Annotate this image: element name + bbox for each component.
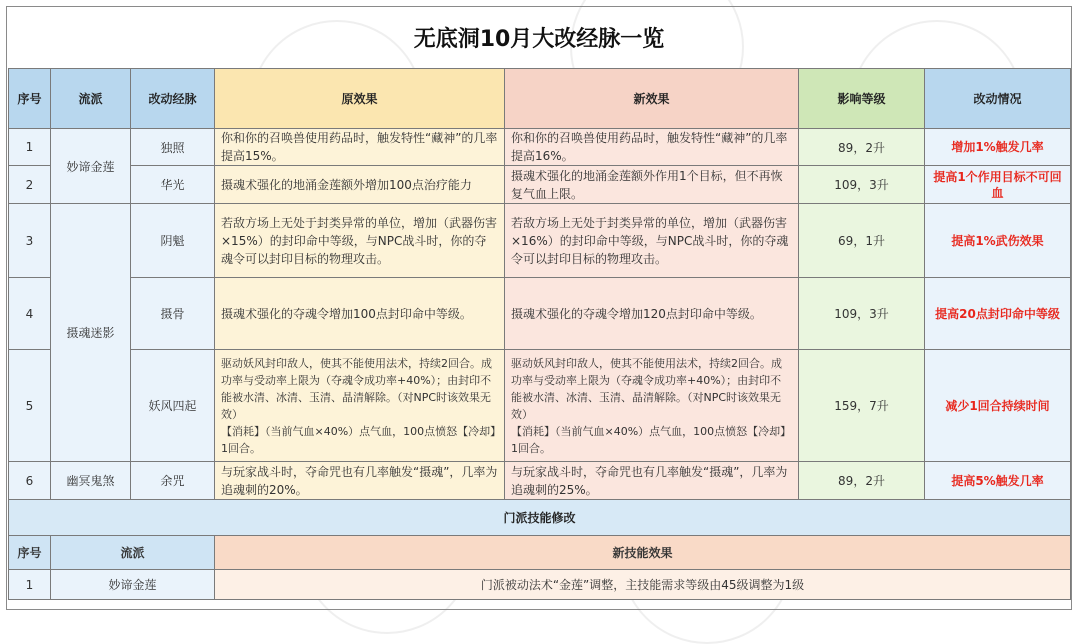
row-meridian: 妖风四起 [131, 350, 215, 462]
page-title: 无底洞10月大改经脉一览 [413, 26, 665, 52]
header-level: 影响等级 [799, 69, 925, 129]
row-meridian: 华光 [131, 166, 215, 204]
row-faction: 幽冥鬼煞 [51, 462, 131, 500]
skill-row-faction: 妙谛金莲 [51, 570, 215, 600]
row-old-effect: 驱动妖风封印敌人，使其不能使用法术，持续2回合。成功率与受动率上限为（夺魂令成功率+40%）；由封印不能被水清、冰清、玉清、晶清解除。（对NPC时该效果无效） 【消耗】（当前气血×40%）点气血，100点愤怒【冷却】1回合。 [215, 350, 505, 462]
row-new-effect: 若敌方场上无处于封类异常的单位，增加（武器伤害×16%）的封印命中等级，与NPC战斗时，你的夺魂令可以封印目标的物理攻击。 [505, 204, 799, 278]
skill-row-text: 门派被动法术“金莲”调整，主技能需求等级由45级调整为1级 [215, 570, 1071, 600]
row-new-effect: 驱动妖风封印敌人，使其不能使用法术，持续2回合。成功率与受动率上限为（夺魂令成功率+40%）；由封印不能被水清、冰清、玉清、晶清解除。（对NPC时该效果无效） 【消耗】（当前气血×40%）点气血，100点愤怒【冷却】1回合。 [505, 350, 799, 462]
row-meridian: 余咒 [131, 462, 215, 500]
row-new-effect: 摄魂术强化的地涌金莲额外作用1个目标，但不再恢复气血上限。 [505, 166, 799, 204]
header-new-effect: 新效果 [505, 69, 799, 129]
row-index: 3 [9, 204, 51, 278]
row-change: 增加1%触发几率 [925, 129, 1071, 166]
header-row [9, 69, 1071, 129]
row-index: 2 [9, 166, 51, 204]
row-index: 6 [9, 462, 51, 500]
row-level: 89，2升 [799, 129, 925, 166]
table-row [9, 462, 1071, 500]
row-level: 109，3升 [799, 166, 925, 204]
skill-row [9, 570, 1071, 600]
row-old-effect: 你和你的召唤兽使用药品时，触发特性“藏神”的几率提高15%。 [215, 129, 505, 166]
table-row [9, 350, 1071, 462]
row-level: 109，3升 [799, 278, 925, 350]
skill-header-row [9, 536, 1071, 570]
row-index: 4 [9, 278, 51, 350]
section-row [9, 500, 1071, 536]
meridian-table [8, 68, 1071, 600]
row-old-effect: 摄魂术强化的夺魂令增加100点封印命中等级。 [215, 278, 505, 350]
skill-header-effect: 新技能效果 [215, 536, 1071, 570]
row-old-effect: 与玩家战斗时，夺命咒也有几率触发“摄魂”，几率为追魂刺的20%。 [215, 462, 505, 500]
header-meridian: 改动经脉 [131, 69, 215, 129]
row-change: 提高1个作用目标不可回血 [925, 166, 1071, 204]
row-faction: 摄魂迷影 [51, 204, 131, 462]
row-change: 减少1回合持续时间 [925, 350, 1071, 462]
header-old-effect: 原效果 [215, 69, 505, 129]
row-old-effect: 摄魂术强化的地涌金莲额外增加100点治疗能力 [215, 166, 505, 204]
row-level: 89，2升 [799, 462, 925, 500]
row-index: 5 [9, 350, 51, 462]
table-row [9, 129, 1071, 166]
row-change: 提高20点封印命中等级 [925, 278, 1071, 350]
row-index: 1 [9, 129, 51, 166]
skill-header-index: 序号 [9, 536, 51, 570]
section-title: 门派技能修改 [9, 500, 1071, 536]
row-meridian: 阴魁 [131, 204, 215, 278]
header-faction: 流派 [51, 69, 131, 129]
row-new-effect: 你和你的召唤兽使用药品时，触发特性“藏神”的几率提高16%。 [505, 129, 799, 166]
row-new-effect: 摄魂术强化的夺魂令增加120点封印命中等级。 [505, 278, 799, 350]
table-row [9, 204, 1071, 278]
row-faction: 妙谛金莲 [51, 129, 131, 204]
row-meridian: 摄骨 [131, 278, 215, 350]
skill-header-faction: 流派 [51, 536, 215, 570]
skill-row-index: 1 [9, 570, 51, 600]
table-row [9, 166, 1071, 204]
row-change: 提高5%触发几率 [925, 462, 1071, 500]
header-change: 改动情况 [925, 69, 1071, 129]
row-level: 159，7升 [799, 350, 925, 462]
table-row [9, 278, 1071, 350]
row-meridian: 独照 [131, 129, 215, 166]
row-new-effect: 与玩家战斗时，夺命咒也有几率触发“摄魂”，几率为追魂刺的25%。 [505, 462, 799, 500]
row-old-effect: 若敌方场上无处于封类异常的单位，增加（武器伤害×15%）的封印命中等级，与NPC战斗时，你的夺魂令可以封印目标的物理攻击。 [215, 204, 505, 278]
row-change: 提高1%武伤效果 [925, 204, 1071, 278]
row-level: 69，1升 [799, 204, 925, 278]
header-index: 序号 [9, 69, 51, 129]
